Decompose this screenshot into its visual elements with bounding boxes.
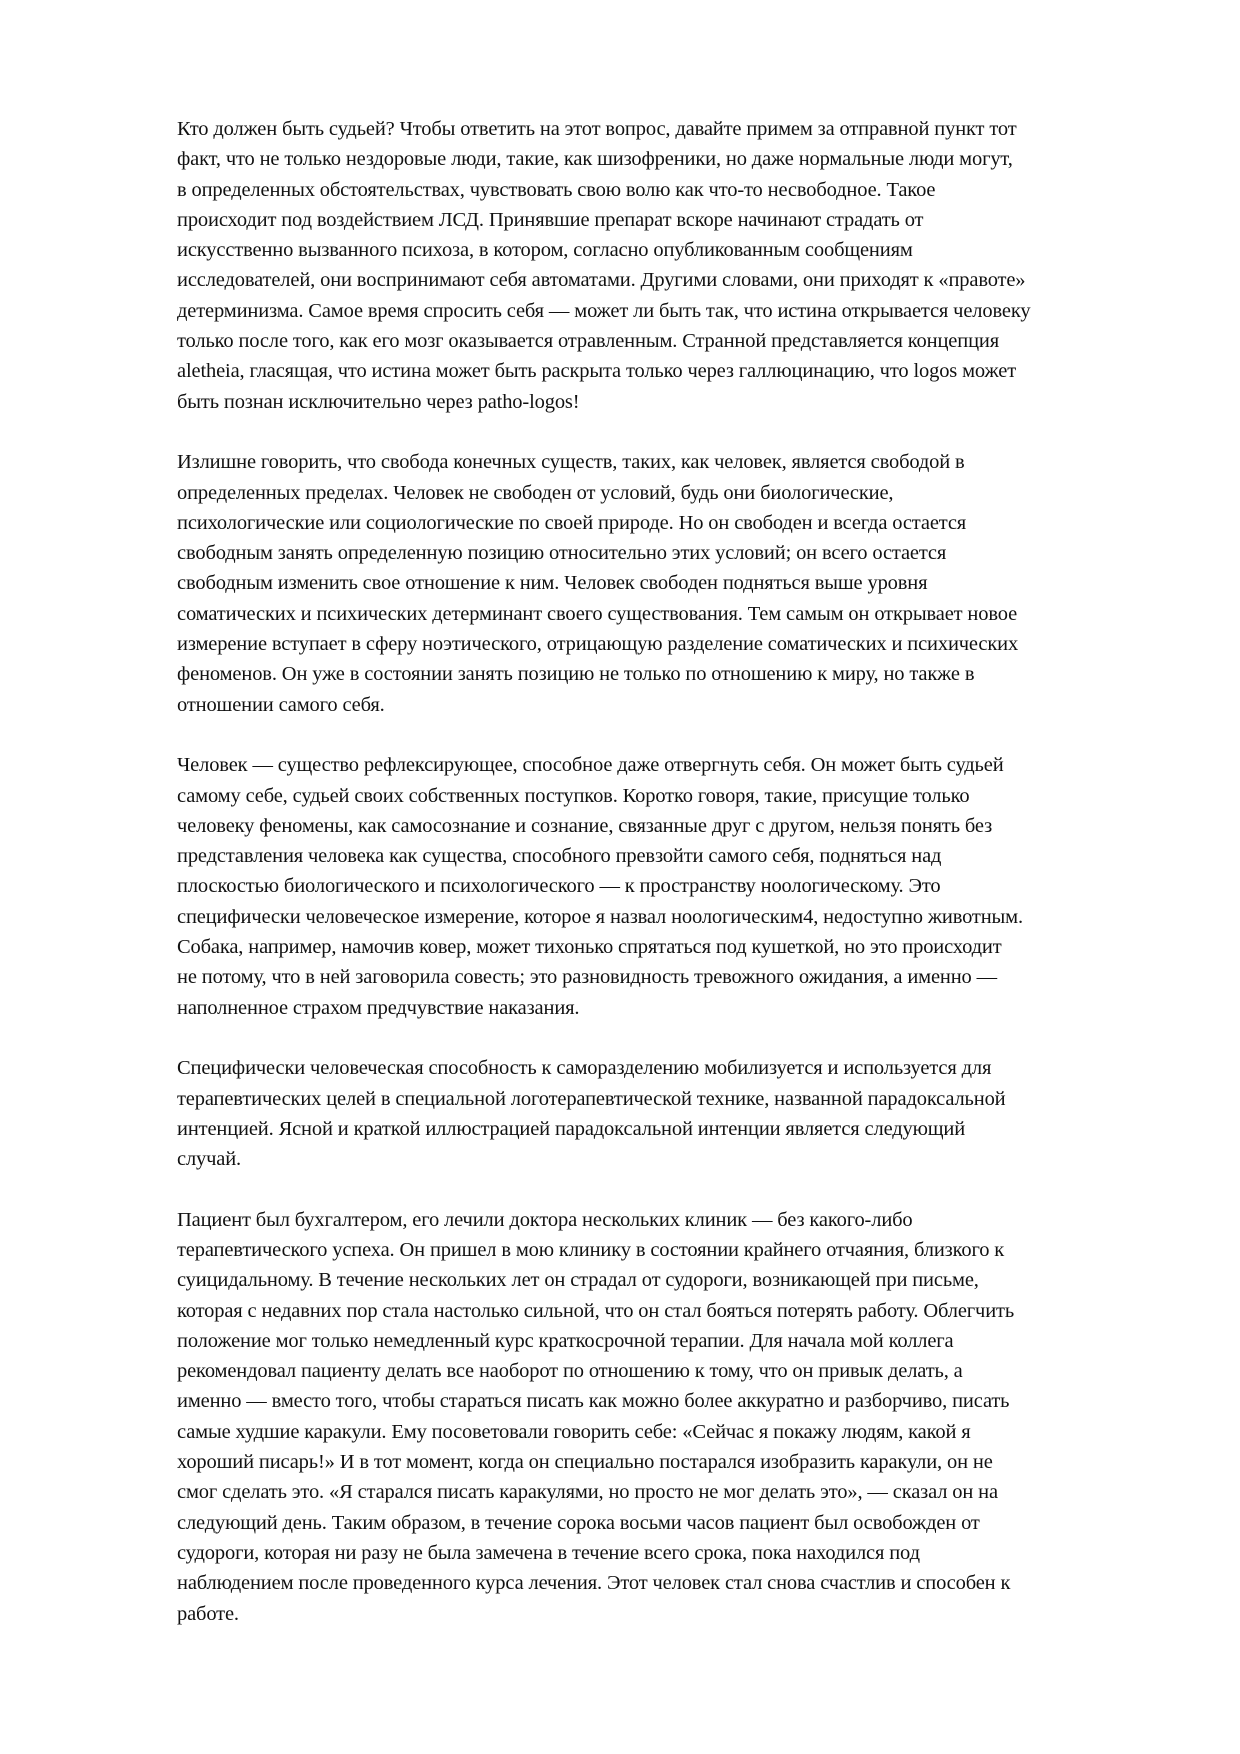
text-line: искусственно вызванного психоза, в котором, согласно опубликованным сообщениям — [177, 239, 913, 262]
text-line: детерминизма. Самое время спросить себя — может ли быть так, что истина открывается человеку — [177, 299, 1031, 322]
text-line: плоскостью биологического и психологического — к пространству ноологическому. Это — [177, 875, 941, 898]
text-line: судороги, которая ни разу не была замечена в течение всего срока, пока находился под — [177, 1541, 920, 1564]
text-line: терапевтического успеха. Он пришел в мою клинику в состоянии крайнего отчаяния, близкого к — [177, 1238, 1005, 1261]
paragraph-4 — [177, 1053, 1167, 1174]
text-line: самому себе, судьей своих собственных поступков. Коротко говоря, такие, присущие только — [177, 784, 970, 807]
text-line: Специфически человеческая способность к саморазделению мобилизуется и используется для — [177, 1057, 992, 1080]
text-line: Кто должен быть судьей? Чтобы ответить на этот вопрос, давайте примем за отправной пункт тот — [177, 118, 1017, 140]
text-line: следующий день. Таким образом, в течение сорока восьми часов пациент был освобожден от — [177, 1511, 980, 1534]
text-line: наполненное страхом предчувствие наказания. — [177, 996, 580, 1019]
text-line: рекомендовал пациенту делать все наоборот по отношению к тому, что он привык делать, а — [177, 1360, 963, 1383]
text-line: наблюдением после проведенного курса лечения. Этот человек стал снова счастлив и способен к — [177, 1572, 1011, 1595]
text-line: в определенных обстоятельствах, чувствовать свою волю как что-то несвободное. Такое — [177, 178, 936, 201]
text-line: происходит под воздействием ЛСД. Принявшие препарат вскоре начинают страдать от — [177, 208, 924, 231]
text-line: самые худшие каракули. Ему посоветовали говорить себе: «Сейчас я покажу людям, какой я — [177, 1420, 971, 1443]
text-line: факт, что не только нездоровые люди, такие, как шизофреники, но даже нормальные люди могут, — [177, 148, 1013, 171]
text-line: терапевтических целей в специальной логотерапевтической технике, названной парадоксальной — [177, 1087, 1006, 1110]
text-line: специфически человеческое измерение, которое я назвал ноологическим4, недоступно животным. — [177, 905, 1023, 928]
text-line: интенцией. Ясной и краткой иллюстрацией парадоксальной интенции является следующий — [177, 1117, 966, 1140]
text-line: суицидальному. В течение нескольких лет он страдал от судороги, возникающей при письме, — [177, 1269, 979, 1292]
text-line: Излишне говорить, что свобода конечных существ, таких, как человек, является свободой в — [177, 451, 965, 474]
text-line: представления человека как существа, способного превзойти самого себя, подняться над — [177, 845, 942, 868]
text-line: исследователей, они воспринимают себя автоматами. Другими словами, они приходят к «правоте» — [177, 269, 1026, 292]
text-line: отношении самого себя. — [177, 693, 385, 716]
text-line: хороший писарь!» И в тот момент, когда он специально постарался изобразить каракули, он не — [177, 1451, 993, 1474]
paragraph-2 — [177, 447, 1167, 720]
text-line: Собака, например, намочив ковер, может тихонько спрятаться под кушеткой, но это происходит — [177, 936, 1002, 959]
text-line: не потому, что в ней заговорила совесть; это разновидность тревожного ожидания, а именно — — [177, 966, 997, 989]
text-line: определенных пределах. Человек не свободен от условий, будь они биологические, — [177, 481, 894, 504]
text-line: случай. — [177, 1148, 242, 1171]
text-line: психологические или социологические по своей природе. Но он свободен и всегда остается — [177, 511, 967, 534]
text-line: свободным изменить свое отношение к ним. Человек свободен подняться выше уровня — [177, 572, 928, 595]
text-line: феноменов. Он уже в состоянии занять позицию не только по отношению к миру, но также в — [177, 663, 975, 686]
text-line: соматических и психических детерминант своего существования. Тем самым он открывает новое — [177, 602, 1018, 625]
text-line: Человек — существо рефлексирующее, способное даже отвергнуть себя. Он может быть судьей — [177, 754, 1004, 777]
paragraph-5 — [177, 1205, 1167, 1629]
text-line: работе. — [177, 1602, 239, 1625]
text-line: свободным занять определенную позицию относительно этих условий; он всего остается — [177, 542, 947, 565]
text-line: быть познан исключительно через patho-logos! — [177, 390, 580, 413]
document-body — [177, 114, 1167, 1659]
text-line: только после того, как его мозг оказывается отравленным. Странной представляется концепция — [177, 330, 999, 353]
text-line: человеку феномены, как самосознание и сознание, связанные друг с другом, нельзя понять без — [177, 814, 993, 837]
text-line: aletheia, гласящая, что истина может быть раскрыта только через галлюцинацию, что logos может — [177, 360, 1017, 383]
text-line: смог сделать это. «Я старался писать каракулями, но просто не мог делать это», — сказал он на — [177, 1481, 998, 1504]
text-line: которая с недавних пор стала настолько сильной, что он стал бояться потерять работу. Облегчить — [177, 1299, 1015, 1322]
paragraph-1 — [177, 114, 1167, 417]
text-line: измерение вступает в сферу ноэтического, отрицающую разделение соматических и психических — [177, 633, 1019, 656]
text-line: положение мог только немедленный курс краткосрочной терапии. Для начала мой коллега — [177, 1329, 954, 1352]
paragraph-3 — [177, 750, 1167, 1023]
text-line: именно — вместо того, чтобы стараться писать как можно более аккуратно и разборчиво, писать — [177, 1390, 1010, 1413]
text-line: Пациент был бухгалтером, его лечили доктора нескольких клиник — без какого-либо — [177, 1208, 913, 1231]
